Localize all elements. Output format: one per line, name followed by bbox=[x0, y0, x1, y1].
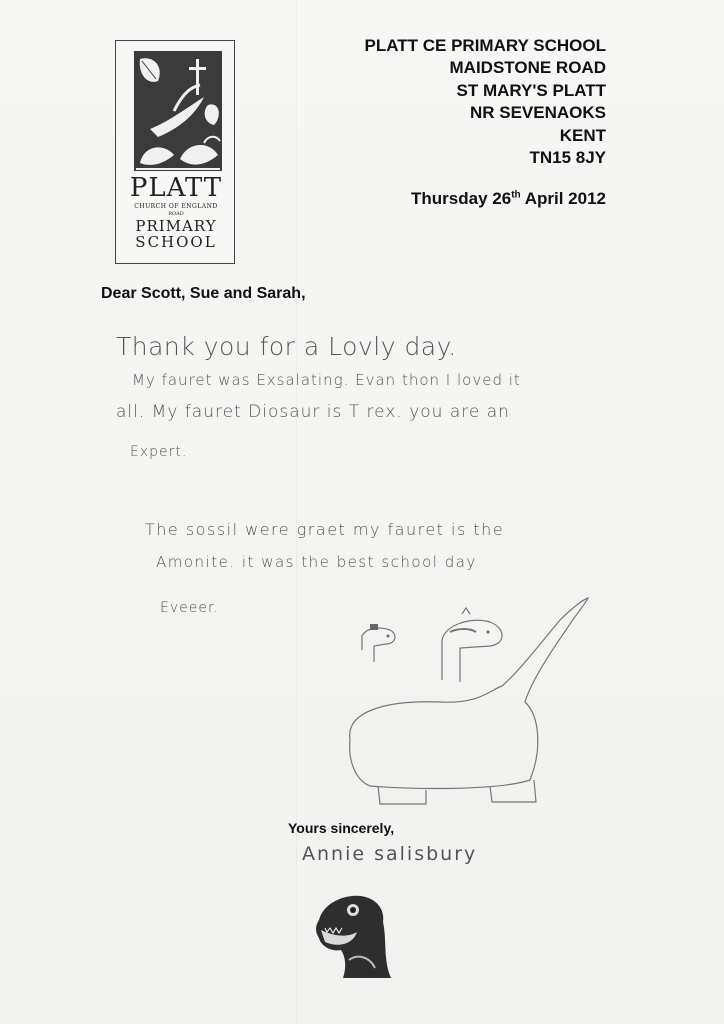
letter-date bbox=[411, 189, 606, 209]
address-line: MAIDSTONE ROAD bbox=[449, 58, 606, 78]
t-rex-head-icon bbox=[313, 890, 393, 980]
handwritten-line: Eveeer. bbox=[160, 600, 219, 616]
address-line: KENT bbox=[559, 125, 606, 145]
logo-school-text: SCHOOL bbox=[135, 233, 217, 251]
date-rest: April 2012 bbox=[524, 189, 606, 208]
closing: Yours sincerely, bbox=[288, 820, 395, 836]
dinosaur-drawing-icon bbox=[330, 590, 600, 820]
address-line: ST MARY'S PLATT bbox=[456, 80, 606, 100]
handwritten-line: My fauret was Exsalating. Evan thon I loved it bbox=[132, 371, 521, 389]
signature: Annie salisbury bbox=[302, 843, 478, 865]
address-line: TN15 8JY bbox=[529, 148, 606, 168]
paper-fold bbox=[296, 0, 297, 1024]
school-crest-icon bbox=[134, 51, 222, 181]
handwritten-line: all. My fauret Diosaur is T rex. you are an bbox=[116, 402, 510, 422]
date-ordinal: th bbox=[511, 189, 521, 201]
salutation: Dear Scott, Sue and Sarah, bbox=[101, 285, 306, 302]
logo-road-text: ROAD bbox=[168, 211, 184, 217]
logo-primary-text: PRIMARY bbox=[135, 217, 217, 235]
handwritten-line: Expert. bbox=[130, 444, 188, 460]
date-weekday: Thursday 26 bbox=[411, 189, 512, 208]
address-line: NR SEVENAOKS bbox=[469, 103, 606, 123]
handwritten-line: Amonite. it was the best school day bbox=[156, 553, 477, 571]
address-line: PLATT CE PRIMARY SCHOOL bbox=[364, 36, 606, 55]
handwritten-line: The sossil were graet my fauret is the bbox=[145, 520, 505, 539]
school-logo bbox=[115, 40, 235, 264]
handwritten-line: Thank you for a Lovly day. bbox=[116, 332, 457, 361]
logo-coe-text: CHURCH OF ENGLAND bbox=[134, 203, 218, 210]
logo-platt-text: PLATT bbox=[129, 173, 223, 203]
school-address bbox=[365, 35, 606, 169]
